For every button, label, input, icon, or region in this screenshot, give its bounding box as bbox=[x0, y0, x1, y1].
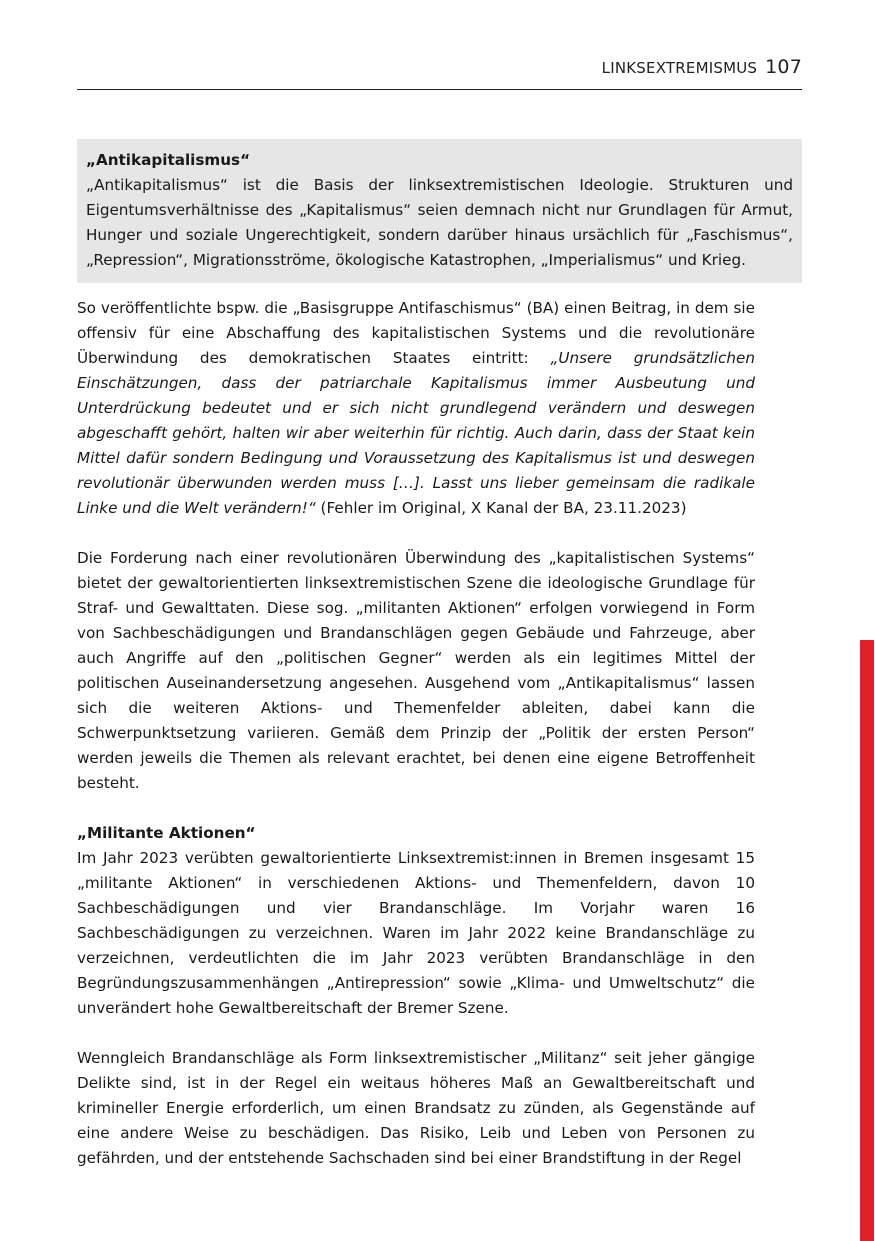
subheading-militant-actions: „Militante Aktionen“ bbox=[77, 824, 256, 842]
running-header bbox=[77, 56, 802, 90]
paragraph-revolution: Die Forderung nach einer revolutionären Überwindung des „kapitalistischen Systems“ bietet der gewaltorientierten linksextremistischen Szene die ideologische Grundlage für Straf- und Gewalttaten. Diese sog. „militanten Aktionen“ erfolgen vorwiegend in Form von Sachbeschädigungen und Brandanschlägen gegen Gebäude und Fahrzeuge, aber auch Angriffe auf den „politischen Gegner“ werden als ein legitimes Mittel der politischen Auseinandersetzung angesehen. Ausgehend vom „Antikapitalismus“ lassen sich die weiteren Aktions- und Themenfelder ableiten, dabei kann die Schwerpunktsetzung variieren. Gemäß dem Prinzip der „Politik der ersten Person“ werden jeweils die Themen als relevant erachtet, bei denen eine eigene Betroffenheit besteht. bbox=[77, 549, 755, 792]
chapter-marker-bar bbox=[860, 640, 874, 1241]
main-text bbox=[77, 296, 755, 1171]
paragraph-militant-actions-text: Im Jahr 2023 verübten gewaltorientierte Linksextremist:innen in Bremen insgesamt 15 „militante Aktionen“ in verschiedenen Aktions- und Themenfeldern, davon 10 Sachbeschädigungen und vier Brandanschläge. Im Vorjahr waren 16 Sachbeschädigungen zu verzeichnen. Waren im Jahr 2022 keine Brandanschläge zu verzeichnen, verdeutlichten die im Jahr 2023 verübten Brandanschläge in den Begründungszusammenhängen „Antirepression“ sowie „Klima- und Umweltschutz“ die unverändert hohe Gewaltbereitschaft der Bremer Szene. bbox=[77, 849, 755, 1017]
section-title: LINKSEXTREMISMUS bbox=[601, 59, 758, 77]
paragraph-intro: So veröffentlichte bspw. die „Basisgruppe Antifaschismus“ (BA) einen Beitrag, in dem sie offensiv für eine Abschaffung des kapitalistischen Systems und die revolutionäre Überwindung des demokratischen Staates eintritt: bbox=[77, 299, 755, 367]
definition-box-title: „Antikapitalismus“ bbox=[86, 151, 251, 169]
definition-box-text: „Antikapitalismus“ ist die Basis der linksextremistischen Ideologie. Strukturen und Eigentumsverhältnisse des „Kapitalismus“ seien demnach nicht nur Grundlagen für Armut, Hunger und soziale Ungerechtigkeit, sondern darüber hinaus ursächlich für „Faschismus“, „Repression“, Migrationsströme, ökologische Katastrophen, „Imperialismus“ und Krieg. bbox=[86, 176, 793, 269]
paragraph-militant-actions bbox=[77, 821, 755, 1021]
page-number: 107 bbox=[765, 56, 802, 78]
paragraph-ba-quote bbox=[77, 296, 755, 521]
definition-box bbox=[77, 139, 802, 283]
ba-quote: „Unsere grundsätzlichen Einschätzungen, dass der patriarchale Kapitalismus immer Ausbeutung und Unterdrückung bedeutet und er sich nicht grundlegend verändern und deswegen abgeschafft gehört, halten wir aber weiterhin für richtig. Auch darin, dass der Staat kein Mittel dafür sondern Bedingung und Voraussetzung des Kapitalismus ist und deswegen revolutionär überwunden werden muss […]. Lasst uns lieber gemeinsam die radikale Linke und die Welt verändern!“ bbox=[77, 349, 755, 517]
paragraph-arson: Wenngleich Brandanschläge als Form linksextremistischer „Militanz“ seit jeher gängige Delikte sind, ist in der Regel ein weitaus höheres Maß an Gewaltbereitschaft und krimineller Energie erforderlich, um einen Brandsatz zu zünden, als Gegenstände auf eine andere Weise zu beschädigen. Das Risiko, Leib und Leben von Personen zu gefährden, und der entstehende Sachschaden sind bei einer Brandstiftung in der Regel bbox=[77, 1049, 755, 1167]
quote-source: (Fehler im Original, X Kanal der BA, 23.11.2023) bbox=[315, 499, 687, 517]
